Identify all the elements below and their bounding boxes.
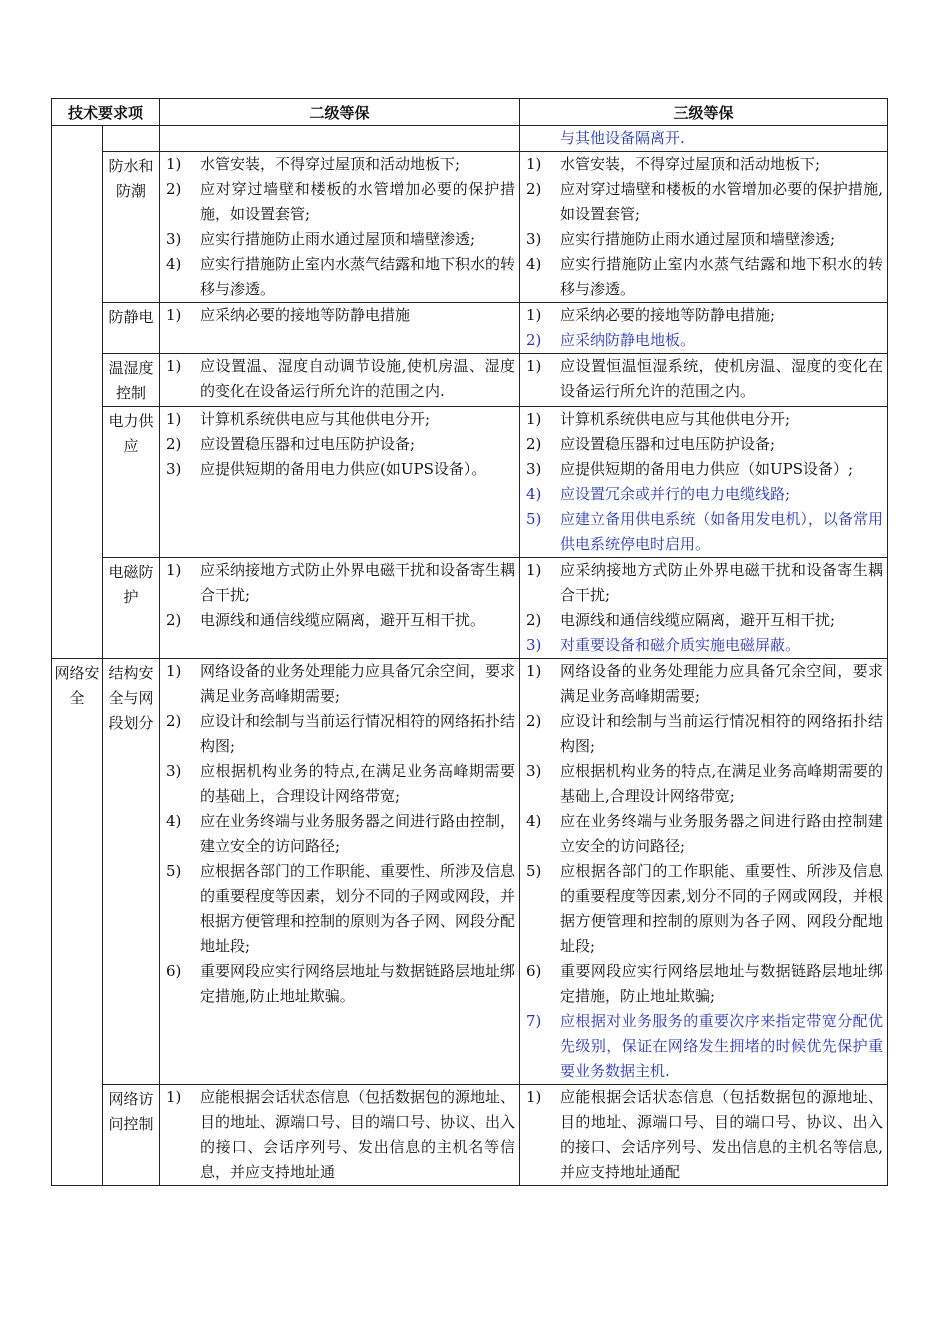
list-item xyxy=(526,809,883,859)
item-number: 3) xyxy=(166,230,182,248)
list-item xyxy=(166,558,515,608)
item-number: 7) xyxy=(526,1012,542,1030)
continuation-level2-cell xyxy=(160,126,520,152)
list-item xyxy=(166,608,515,633)
item-text: 计算机系统供电应与其他供电分开; xyxy=(200,410,431,428)
item-number: 1) xyxy=(526,410,542,428)
item-number: 2) xyxy=(166,611,182,629)
list-item xyxy=(166,959,515,1009)
item-text: 应实行措施防止雨水通过屋顶和墙壁渗透; xyxy=(200,230,476,248)
list-item xyxy=(526,633,883,658)
item-number: 1) xyxy=(166,662,182,680)
item-text: 应能根据会话状态信息（包括数据包的源地址、目的地址、源端口号、目的端口号、协议、出入的接口、会话序列号、发出信息的主机名等信息，并应支持地址通 xyxy=(200,1088,516,1181)
list-item xyxy=(166,457,515,482)
list-item xyxy=(526,859,883,959)
list-item xyxy=(166,809,515,859)
item-number: 1) xyxy=(526,357,542,375)
level3-cell xyxy=(520,354,888,407)
list-item xyxy=(166,152,515,177)
item-text: 应对穿过墙壁和楼板的水管增加必要的保护措施,如设置套管; xyxy=(560,180,884,223)
table-body xyxy=(52,126,888,1186)
list-item xyxy=(526,227,883,252)
item-text: 应设置稳压器和过电压防护设备; xyxy=(200,435,416,453)
list-item xyxy=(166,252,515,302)
list-item xyxy=(526,432,883,457)
subcategory-cell: 电磁防护 xyxy=(103,558,160,659)
level3-cell xyxy=(520,407,888,558)
item-text: 应根据各部门的工作职能、重要性、所涉及信息的重要程度等因素，划分不同的子网或网段，并根据方便管理和控制的原则为各子网、网段分配地址段; xyxy=(200,862,516,955)
header-requirement: 技术要求项 xyxy=(52,99,160,126)
list-item xyxy=(526,328,883,353)
item-text: 应在业务终端与业务服务器之间进行路由控制，建立安全的访问路径; xyxy=(200,812,516,855)
continuation-level3-cell xyxy=(520,126,888,152)
item-text: 应采纳接地方式防止外界电磁干扰和设备寄生耦合干扰; xyxy=(200,561,516,604)
table-row xyxy=(52,152,888,303)
item-text: 应设计和绘制与当前运行情况相符的网络拓扑结构图; xyxy=(200,712,516,755)
item-number: 1) xyxy=(166,561,182,579)
header-level3: 三级等保 xyxy=(520,99,888,126)
continuation-row xyxy=(52,126,888,152)
item-number: 1) xyxy=(526,155,542,173)
item-number: 2) xyxy=(166,712,182,730)
level2-cell xyxy=(160,407,520,558)
category-cell-physical xyxy=(52,126,103,659)
list-item xyxy=(526,152,883,177)
item-text: 应实行措施防止雨水通过屋顶和墙壁渗透; xyxy=(560,230,836,248)
item-text: 应采纳必要的接地等防静电措施 xyxy=(200,306,411,324)
item-text: 应提供短期的备用电力供应(如UPS设备）。 xyxy=(200,460,487,478)
item-text: 应实行措施防止室内水蒸气结露和地下积水的转移与渗透。 xyxy=(200,255,516,298)
item-text: 应实行措施防止室内水蒸气结露和地下积水的转移与渗透。 xyxy=(560,255,884,298)
list-item xyxy=(526,959,883,1009)
item-number: 1) xyxy=(166,357,182,375)
list-item xyxy=(526,659,883,709)
list-item xyxy=(526,1085,883,1185)
item-number: 6) xyxy=(166,962,182,980)
continuation-sub-cell xyxy=(103,126,160,152)
list-item xyxy=(526,457,883,482)
item-text: 应根据机构业务的特点,在满足业务高峰期需要的基础上,合理设计网络带宽; xyxy=(560,762,884,805)
item-number: 3) xyxy=(526,230,542,248)
item-text: 应采纳必要的接地等防静电措施; xyxy=(560,306,776,324)
item-number: 4) xyxy=(526,812,542,830)
list-item xyxy=(526,407,883,432)
item-text: 应能根据会话状态信息（包括数据包的源地址、目的地址、源端口号、目的端口号、协议、出入的接口、会话序列号、发出信息的主机名等信息,并应支持地址通配 xyxy=(560,1088,884,1181)
item-text: 应根据机构业务的特点,在满足业务高峰期需要的基础上，合理设计网络带宽; xyxy=(200,762,516,805)
item-number: 4) xyxy=(526,255,542,273)
list-item xyxy=(166,432,515,457)
level3-cell xyxy=(520,558,888,659)
item-text: 水管安装，不得穿过屋顶和活动地板下; xyxy=(560,155,821,173)
item-number: 3) xyxy=(526,460,542,478)
item-text: 网络设备的业务处理能力应具备冗余空间，要求满足业务高峰期需要; xyxy=(560,662,884,705)
table-row xyxy=(52,303,888,354)
item-number: 1) xyxy=(166,1088,182,1106)
table-row xyxy=(52,407,888,558)
subcategory-cell: 结构安全与网段划分 xyxy=(103,659,160,1085)
list-item xyxy=(526,354,883,404)
table-row xyxy=(52,659,888,1085)
list-item xyxy=(166,659,515,709)
list-item xyxy=(166,227,515,252)
item-text: 计算机系统供电应与其他供电分开; xyxy=(560,410,791,428)
level2-cell xyxy=(160,558,520,659)
item-text: 应设置恒温恒湿系统，使机房温、湿度的变化在设备运行所允许的范围之内。 xyxy=(560,357,884,400)
list-item xyxy=(526,759,883,809)
category-cell-network: 网络安全 xyxy=(52,659,103,1186)
level3-cell xyxy=(520,1085,888,1186)
item-text: 应对穿过墙壁和楼板的水管增加必要的保护措施，如设置套管; xyxy=(200,180,516,223)
item-number: 1) xyxy=(526,662,542,680)
table-row xyxy=(52,558,888,659)
list-item xyxy=(526,482,883,507)
item-text: 应根据对业务服务的重要次序来指定带宽分配优先级别，保证在网络发生拥堵的时候优先保护重要业务数据主机. xyxy=(560,1012,884,1080)
subcategory-cell: 温湿度控制 xyxy=(103,354,160,407)
item-text: 应采纳防静电地板。 xyxy=(560,331,696,349)
item-number: 5) xyxy=(166,862,182,880)
list-item xyxy=(166,709,515,759)
item-text: 应采纳接地方式防止外界电磁干扰和设备寄生耦合干扰; xyxy=(560,561,884,604)
item-text: 水管安装，不得穿过屋顶和活动地板下; xyxy=(200,155,461,173)
item-number: 3) xyxy=(166,460,182,478)
item-number: 2) xyxy=(526,712,542,730)
item-number: 4) xyxy=(526,485,542,503)
item-number: 2) xyxy=(166,180,182,198)
item-text: 电源线和通信线缆应隔离，避开互相干扰。 xyxy=(200,611,486,629)
item-text: 应在业务终端与业务服务器之间进行路由控制建立安全的访问路径; xyxy=(560,812,884,855)
list-item xyxy=(166,354,515,404)
item-number: 1) xyxy=(526,306,542,324)
item-text: 电源线和通信线缆应隔离，避开互相干扰; xyxy=(560,611,836,629)
level2-cell xyxy=(160,354,520,407)
level2-cell xyxy=(160,1085,520,1186)
item-number: 3) xyxy=(526,762,542,780)
item-number: 5) xyxy=(526,510,542,528)
list-item xyxy=(166,303,515,328)
item-number: 5) xyxy=(526,862,542,880)
list-item xyxy=(526,252,883,302)
continuation-text: 与其他设备隔离开. xyxy=(560,129,685,147)
list-item xyxy=(166,177,515,227)
item-text: 应设置温、湿度自动调节设施,使机房温、湿度的变化在设备运行所允许的范围之内. xyxy=(200,357,516,400)
item-number: 3) xyxy=(166,762,182,780)
level2-cell xyxy=(160,152,520,303)
item-number: 6) xyxy=(526,962,542,980)
item-number: 1) xyxy=(166,306,182,324)
table-row xyxy=(52,354,888,407)
item-number: 2) xyxy=(526,435,542,453)
item-number: 2) xyxy=(526,180,542,198)
subcategory-cell: 防静电 xyxy=(103,303,160,354)
item-number: 3) xyxy=(526,636,542,654)
item-text: 对重要设备和磁介质实施电磁屏蔽。 xyxy=(560,636,801,654)
level2-cell xyxy=(160,303,520,354)
subcategory-cell: 网络访问控制 xyxy=(103,1085,160,1186)
list-item xyxy=(526,608,883,633)
item-text: 网络设备的业务处理能力应具备冗余空间，要求满足业务高峰期需要; xyxy=(200,662,516,705)
list-item xyxy=(526,558,883,608)
item-number: 2) xyxy=(526,611,542,629)
item-number: 1) xyxy=(166,155,182,173)
list-item xyxy=(526,709,883,759)
item-text: 应设计和绘制与当前运行情况相符的网络拓扑结构图; xyxy=(560,712,884,755)
list-item xyxy=(166,759,515,809)
list-item xyxy=(166,407,515,432)
item-number: 1) xyxy=(526,561,542,579)
list-item xyxy=(526,1009,883,1084)
item-number: 4) xyxy=(166,255,182,273)
subcategory-cell: 防水和防潮 xyxy=(103,152,160,303)
list-item xyxy=(166,859,515,959)
requirements-table xyxy=(51,98,888,1186)
item-text: 应建立备用供电系统（如备用发电机），以备常用供电系统停电时启用。 xyxy=(560,510,884,553)
list-item xyxy=(526,303,883,328)
item-text: 应提供短期的备用电力供应（如UPS设备）; xyxy=(560,460,854,478)
header-row xyxy=(52,99,888,126)
level3-cell xyxy=(520,303,888,354)
item-number: 2) xyxy=(526,331,542,349)
list-item xyxy=(166,1085,515,1185)
item-text: 应设置稳压器和过电压防护设备; xyxy=(560,435,776,453)
item-text: 应根据各部门的工作职能、重要性、所涉及信息的重要程度等因素,划分不同的子网或网段，并根据方便管理和控制的原则为各子网、网段分配地址段; xyxy=(560,862,884,955)
header-level2: 二级等保 xyxy=(160,99,520,126)
table-row xyxy=(52,1085,888,1186)
subcategory-cell: 电力供应 xyxy=(103,407,160,558)
level2-cell xyxy=(160,659,520,1085)
level3-cell xyxy=(520,152,888,303)
list-item xyxy=(526,177,883,227)
item-text: 应设置冗余或并行的电力电缆线路; xyxy=(560,485,791,503)
level3-cell xyxy=(520,659,888,1085)
item-text: 重要网段应实行网络层地址与数据链路层地址绑定措施,防止地址欺骗。 xyxy=(200,962,516,1005)
item-number: 4) xyxy=(166,812,182,830)
list-item xyxy=(526,507,883,557)
item-number: 1) xyxy=(526,1088,542,1106)
item-number: 2) xyxy=(166,435,182,453)
item-text: 重要网段应实行网络层地址与数据链路层地址绑定措施，防止地址欺骗; xyxy=(560,962,884,1005)
item-number: 1) xyxy=(166,410,182,428)
